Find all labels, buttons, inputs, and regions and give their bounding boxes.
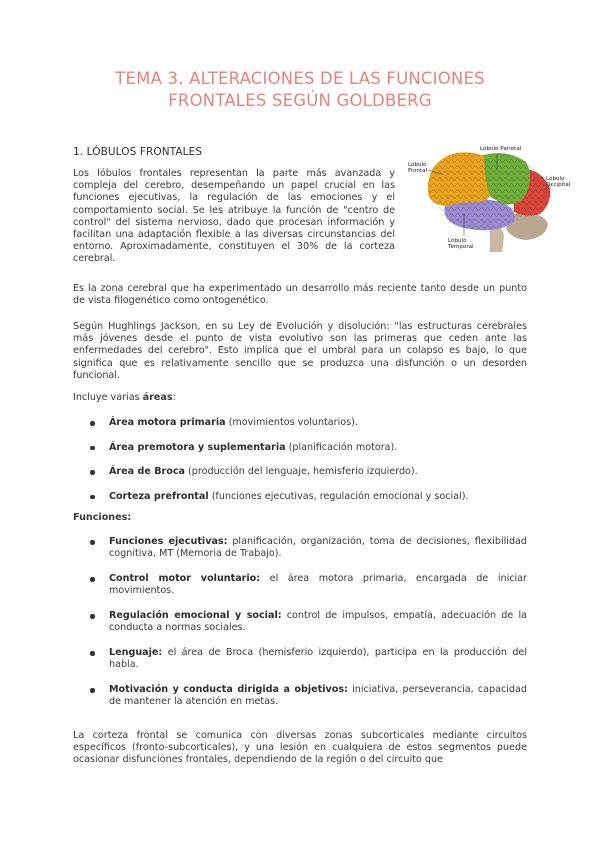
- list-item: Área de Broca (producción del lenguaje, hemisferio izquierdo).: [73, 466, 527, 478]
- paragraph-jackson: Según Hughlings Jackson, en su Ley de Evolución y disolución: "las estructuras cerebrales más jóvenes desde el punto de vista evolutivo son las primeras que ceden ante las enfermedades del cerebro". Esto implica que el umbral para un colapso es bajo, lo que significa que es relativamente sencillo que se produzca una disfunción o un desorden funcional.: [73, 321, 527, 381]
- functions-list: [73, 536, 527, 708]
- paragraph-development: Es la zona cerebral que ha experimentado un desarrollo más reciente tanto desde un punto de vista filogenético como ontogenético.: [73, 283, 527, 307]
- brain-lobes-figure: [402, 140, 572, 252]
- functions-lead: Funciones:: [73, 512, 132, 523]
- list-item: Corteza prefrontal (funciones ejecutivas, regulación emocional y social).: [73, 491, 527, 503]
- title-line-2: FRONTALES SEGÚN GOLDBERG: [168, 91, 432, 110]
- label-temporal: Lóbulo Temporal: [448, 238, 474, 251]
- list-item: Control motor voluntario: el área motora primaria, encargada de iniciar movimientos.: [73, 573, 527, 597]
- list-item: Lenguaje: el área de Broca (hemisferio izquierdo), participa en la producción del habla.: [73, 647, 527, 671]
- areas-list: [73, 417, 527, 503]
- list-item: Motivación y conducta dirigida a objetivos: iniciativa, perseverancia, capacidad de mantener la atención en metas.: [73, 684, 527, 708]
- label-frontal: Lóbulo Frontal: [408, 162, 428, 175]
- label-occipital: Lóbulo Occipital: [546, 176, 571, 189]
- list-item: Funciones ejecutivas: planificación, organización, toma de decisiones, flexibilidad cognitiva, MT (Memoria de Trabajo).: [73, 536, 527, 560]
- title-line-1: TEMA 3. ALTERACIONES DE LAS FUNCIONES: [115, 69, 485, 88]
- list-item: Área premotora y suplementaria (planificación motora).: [73, 442, 527, 454]
- list-item: Regulación emocional y social: control de impulsos, empatía, adecuación de la conducta a normas sociales.: [73, 610, 527, 634]
- document-title: [40, 68, 560, 112]
- brain-illustration: [402, 140, 572, 252]
- label-parietal: Lóbulo Parietal: [480, 146, 522, 152]
- section-heading: 1. LÓBULOS FRONTALES: [73, 146, 203, 158]
- intro-paragraph: Los lóbulos frontales representan la parte más avanzada y compleja del cerebro, desempeñando un papel crucial en las funciones ejecutivas, la regulación de las emociones y el comportamiento social. Se les atribuye la función de "centro de control" del sistema nervioso, dado que procesan información y facilitan una adaptación flexible a las diversas circunstancias del entorno. Aproximadamente, constituyen el 30% de la corteza cerebral.: [73, 168, 395, 265]
- list-item: Área motora primaria (movimientos voluntarios).: [73, 417, 527, 429]
- paragraph-circuits: La corteza frontal se comunica con diversas zonas subcorticales mediante circuitos específicos (fronto-subcorticales), y una lesión en cualquiera de estos segmentos puede ocasionar disfunciones frontales, dependiendo de la región o del circuito que: [73, 730, 527, 766]
- areas-lead: Incluye varias áreas:: [73, 392, 176, 403]
